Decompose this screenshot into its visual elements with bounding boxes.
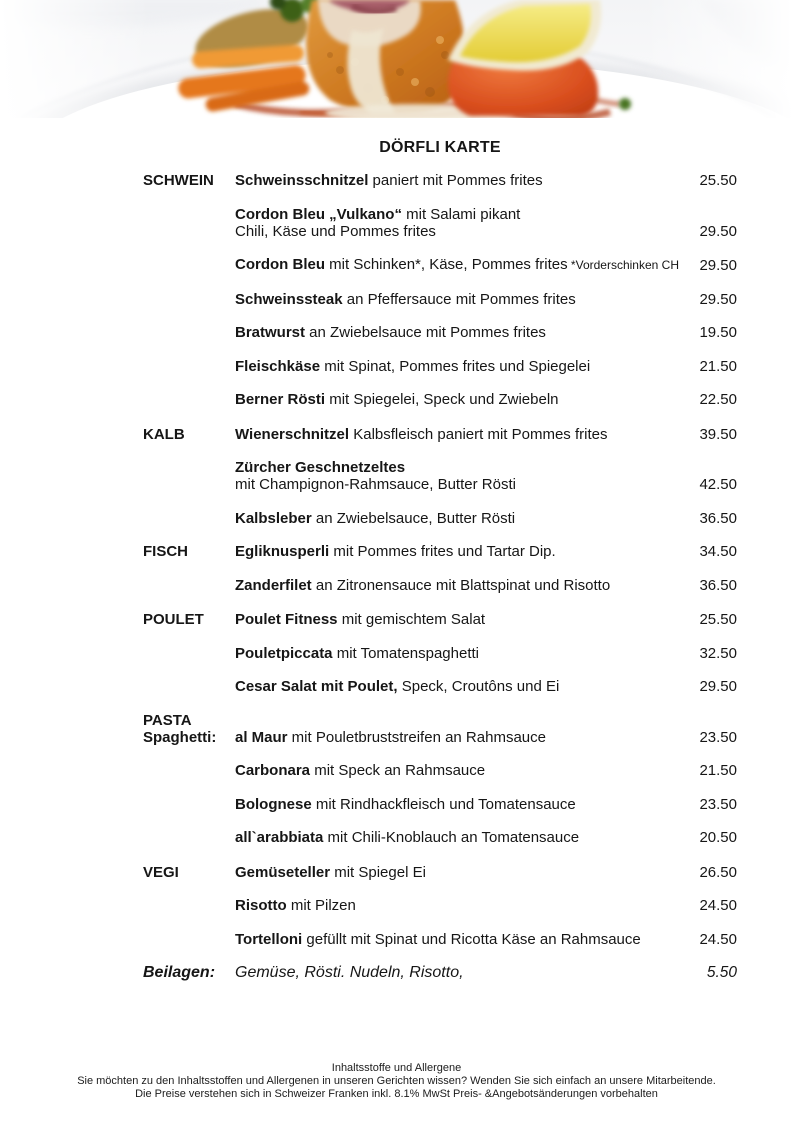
- item-name: Poulet Fitness: [235, 611, 338, 628]
- item-line-1: [235, 510, 685, 527]
- item-name: Schweinssteak: [235, 290, 343, 308]
- section-label-line: POULET: [143, 611, 204, 628]
- item-price: 25.50: [699, 172, 737, 189]
- item-line-1: [235, 762, 685, 779]
- menu-body: [143, 172, 737, 981]
- item-price: 34.50: [699, 543, 737, 560]
- menu-item-row: [143, 459, 737, 493]
- item-line-1: [235, 796, 685, 813]
- item-price: 20.50: [699, 829, 737, 846]
- item-desc: mit Spiegelei, Speck und Zwiebeln: [325, 391, 559, 408]
- item-description: [235, 577, 693, 594]
- item-price: 23.50: [699, 795, 737, 813]
- menu-item-row: [143, 172, 737, 189]
- item-desc: mit Chili-Knoblauch an Tomatensauce: [323, 829, 580, 846]
- item-name: Zanderfilet: [235, 576, 312, 594]
- item-name: Bratwurst: [235, 324, 306, 341]
- section-label: [143, 426, 235, 443]
- dish-photo: [0, 0, 793, 118]
- menu-item-row: [143, 645, 737, 662]
- item-name: Kalbsleber: [235, 509, 312, 527]
- item-price: 5.50: [706, 964, 737, 981]
- item-line-1: [235, 611, 685, 628]
- item-price: 29.50: [699, 678, 737, 695]
- item-line-1: [235, 897, 685, 914]
- item-desc: mit Pommes frites und Tartar Dip.: [329, 543, 556, 560]
- item-description: [235, 543, 693, 560]
- item-price: 36.50: [699, 509, 737, 527]
- item-desc: mit Speck an Rahmsauce: [310, 762, 486, 779]
- menu-item-row: [143, 762, 737, 779]
- menu-item-row: [143, 897, 737, 914]
- item-description: [235, 391, 693, 408]
- item-line-1: [235, 645, 685, 662]
- menu-item-row: [143, 206, 737, 240]
- item-line-1: [235, 324, 685, 341]
- item-description: [235, 864, 693, 881]
- menu-item-row: [143, 391, 737, 408]
- item-desc: mit Salami pikant: [401, 205, 521, 223]
- menu-page: [143, 139, 737, 981]
- item-price: 42.50: [699, 476, 737, 493]
- item-price: 21.50: [699, 357, 737, 375]
- item-description: [235, 796, 693, 813]
- menu-item-row: [143, 426, 737, 443]
- section-label-line: Spaghetti:: [143, 728, 217, 746]
- menu-item-row: [143, 543, 737, 560]
- item-description: [235, 291, 693, 308]
- section-label-line: Beilagen:: [143, 964, 216, 981]
- item-description: [235, 426, 693, 443]
- item-line-1: [235, 291, 685, 308]
- section-label: [143, 543, 235, 560]
- menu-item-row: [143, 577, 737, 594]
- item-name: Cesar Salat mit Poulet,: [235, 678, 398, 695]
- item-line-1: [235, 358, 685, 375]
- menu-item-row: [143, 358, 737, 375]
- item-name: Egliknusperli: [235, 543, 330, 560]
- item-price: 29.50: [699, 290, 737, 308]
- menu-item-row: [143, 324, 737, 341]
- item-desc: an Zitronensauce mit Blattspinat und Risotto: [311, 576, 611, 594]
- item-desc: paniert mit Pommes frites: [368, 172, 543, 189]
- footer-allergens-info: Sie möchten zu den Inhaltsstoffen und Allergenen in unseren Gerichten wissen? Wenden Sie sich einfach an unsere Mitarbeitende.: [77, 1075, 716, 1087]
- menu-item-row: [143, 291, 737, 308]
- menu-item-row: [143, 864, 737, 881]
- item-desc: mit Spinat, Pommes frites und Spiegelei: [320, 357, 591, 375]
- item-desc: an Zwiebelsauce, Butter Rösti: [311, 509, 516, 527]
- menu-item-row: [143, 964, 737, 981]
- section-label-line: FISCH: [143, 543, 188, 560]
- item-description: [235, 678, 693, 695]
- item-desc: Gemüse, Rösti. Nudeln, Risotto,: [235, 964, 464, 981]
- item-line-1: [235, 964, 685, 981]
- item-line-1: [235, 678, 685, 695]
- item-desc: mit Tomatenspaghetti: [332, 644, 480, 662]
- item-price: 22.50: [699, 391, 737, 408]
- menu-item-row: [143, 796, 737, 813]
- item-name: Cordon Bleu „Vulkano“: [235, 205, 402, 223]
- item-price: 23.50: [699, 728, 737, 746]
- item-line-1: [235, 577, 685, 594]
- item-name: all`arabbiata: [235, 829, 324, 846]
- page-title: DÖRFLI KARTE: [379, 139, 501, 156]
- item-desc: Kalbsfleisch paniert mit Pommes frites: [349, 425, 608, 443]
- item-footnote: *Vorderschinken CH: [567, 258, 679, 272]
- item-description: [235, 256, 693, 274]
- item-desc: Speck, Croutôns und Ei: [397, 678, 560, 695]
- item-price: 26.50: [699, 863, 737, 881]
- item-description: [235, 729, 693, 746]
- item-line-1: [235, 543, 685, 560]
- item-line-1: [235, 426, 685, 443]
- menu-item-row: [143, 829, 737, 846]
- item-desc: mit Pilzen: [286, 897, 356, 914]
- item-name: Fleischkäse: [235, 357, 321, 375]
- item-desc: mit Rindhackfleisch und Tomatensauce: [311, 795, 576, 813]
- item-name: Risotto: [235, 897, 287, 914]
- item-name: Bolognese: [235, 795, 312, 813]
- item-description: [235, 611, 693, 628]
- cordon-bleu-photo-illustration: [0, 0, 793, 118]
- item-price: 29.50: [699, 222, 737, 240]
- item-line-1: [235, 729, 685, 746]
- item-line-1: [235, 172, 685, 189]
- item-desc: an Zwiebelsauce mit Pommes frites: [305, 324, 546, 341]
- item-description: [235, 762, 693, 779]
- item-name: Carbonara: [235, 762, 311, 779]
- item-price: 32.50: [699, 644, 737, 662]
- item-name: Zürcher Geschnetzeltes: [235, 459, 406, 476]
- menu-item-row: [143, 712, 737, 746]
- item-line-1: [235, 391, 685, 408]
- item-description: [235, 324, 693, 341]
- item-description: [235, 172, 693, 189]
- item-desc: mit Pouletbruststreifen an Rahmsauce: [287, 728, 546, 746]
- item-desc: mit Schinken*, Käse, Pommes frites: [325, 256, 568, 273]
- item-price: 39.50: [699, 425, 737, 443]
- item-line-1: [235, 931, 685, 948]
- item-description: [235, 829, 693, 846]
- section-label: [143, 864, 235, 881]
- footer-allergens-heading: Inhaltsstoffe und Allergene: [331, 1062, 462, 1074]
- section-label-line: PASTA: [143, 711, 192, 729]
- item-name: Tortelloni: [235, 930, 303, 948]
- item-line-2: mit Champignon-Rahmsauce, Butter Rösti: [235, 476, 516, 493]
- item-desc: mit Spiegel Ei: [330, 863, 426, 881]
- item-description: [235, 358, 693, 375]
- menu-item-row: [143, 510, 737, 527]
- item-name: Pouletpiccata: [235, 644, 333, 662]
- item-description: [235, 897, 693, 914]
- item-desc: gefüllt mit Spinat und Ricotta Käse an Rahmsauce: [302, 930, 641, 948]
- footer-note: [0, 1062, 793, 1101]
- item-description: [235, 510, 693, 527]
- item-line-2: Chili, Käse und Pommes frites: [235, 222, 436, 240]
- item-description: [235, 931, 693, 948]
- item-line-1: [235, 459, 685, 476]
- item-desc: mit gemischtem Salat: [337, 611, 486, 628]
- item-line-1: [235, 864, 685, 881]
- section-label: [143, 964, 235, 981]
- item-price: 36.50: [699, 576, 737, 594]
- section-label: [143, 712, 235, 746]
- item-name: Schweinsschnitzel: [235, 172, 369, 189]
- item-line-1: [235, 206, 685, 223]
- item-description: [235, 964, 693, 981]
- item-desc: an Pfeffersauce mit Pommes frites: [342, 290, 576, 308]
- section-label-line: SCHWEIN: [143, 172, 214, 189]
- footer-price-info: Die Preise verstehen sich in Schweizer Franken inkl. 8.1% MwSt Preis- &Angebotsänderungen vorbehalten: [135, 1088, 658, 1100]
- section-label: [143, 172, 235, 189]
- menu-item-row: [143, 678, 737, 695]
- item-price: 29.50: [699, 257, 737, 274]
- item-price: 24.50: [699, 897, 737, 914]
- item-description: [235, 206, 693, 240]
- item-description: [235, 459, 693, 493]
- item-name: Cordon Bleu: [235, 256, 325, 273]
- menu-item-row: [143, 611, 737, 628]
- item-description: [235, 645, 693, 662]
- section-label-line: VEGI: [143, 863, 179, 881]
- item-price: 24.50: [699, 930, 737, 948]
- item-name: Wienerschnitzel: [235, 425, 350, 443]
- item-line-1: [235, 829, 685, 846]
- menu-item-row: [143, 931, 737, 948]
- item-price: 21.50: [699, 762, 737, 779]
- item-price: 25.50: [699, 611, 737, 628]
- menu-item-row: [143, 256, 737, 274]
- item-name: al Maur: [235, 728, 288, 746]
- section-label: [143, 611, 235, 628]
- section-label-line: KALB: [143, 425, 185, 443]
- item-name: Berner Rösti: [235, 391, 326, 408]
- item-line-1: [235, 256, 685, 274]
- item-price: 19.50: [699, 324, 737, 341]
- item-name: Gemüseteller: [235, 863, 331, 881]
